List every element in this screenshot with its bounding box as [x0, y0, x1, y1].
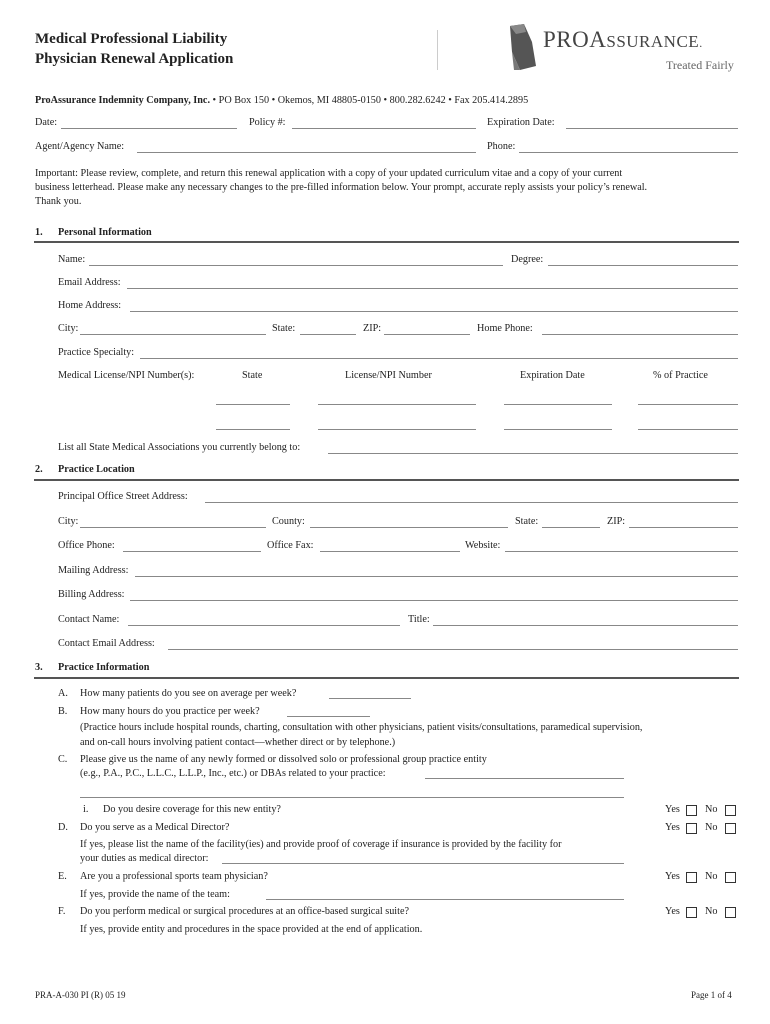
- license-col-percent: % of Practice: [653, 370, 708, 381]
- practice-zip-label: ZIP:: [607, 516, 626, 527]
- item-b-text: How many hours do you practice per week?: [80, 706, 260, 717]
- license-state-field-2[interactable]: [216, 429, 290, 430]
- mailing-field[interactable]: [135, 576, 738, 577]
- home-phone-field[interactable]: [542, 334, 738, 335]
- tagline: Treated Fairly: [666, 58, 734, 72]
- office-fax-field[interactable]: [320, 551, 460, 552]
- license-expiration-field-1[interactable]: [504, 404, 612, 405]
- section2-number: 2.: [35, 464, 43, 475]
- contact-title-label: Title:: [408, 614, 430, 625]
- item-c-letter: C.: [58, 754, 68, 765]
- office-fax-label: Office Fax:: [267, 540, 314, 551]
- item-ci-text: Do you desire coverage for this new entity?: [103, 804, 281, 815]
- e-yes-label: Yes: [665, 871, 680, 882]
- e-no-checkbox[interactable]: [725, 872, 736, 883]
- city-field[interactable]: [80, 334, 266, 335]
- phone-label: Phone:: [487, 141, 516, 152]
- zip-field[interactable]: [384, 334, 470, 335]
- section3-title: Practice Information: [58, 662, 150, 673]
- policy-label: Policy #:: [249, 117, 286, 128]
- patients-per-week-field[interactable]: [329, 698, 411, 699]
- company-info: [35, 95, 528, 106]
- state-field[interactable]: [300, 334, 356, 335]
- team-name-field[interactable]: [266, 899, 624, 900]
- item-f-text: Do you perform medical or surgical procedures at an office-based surgical suite?: [80, 906, 409, 917]
- d-yes-label: Yes: [665, 822, 680, 833]
- item-f-letter: F.: [58, 906, 66, 917]
- section3-number: 3.: [35, 662, 43, 673]
- license-expiration-field-2[interactable]: [504, 429, 612, 430]
- page-number: Page 1 of 4: [691, 990, 732, 1000]
- item-e-text: Are you a professional sports team physician?: [80, 871, 268, 882]
- practice-zip-field[interactable]: [629, 527, 738, 528]
- policy-field[interactable]: [292, 128, 476, 129]
- associations-field[interactable]: [328, 453, 738, 454]
- home-address-field[interactable]: [130, 311, 738, 312]
- important-line1: Important: Please review, complete, and return this renewal application with a copy of your updated curriculum vitae and a copy of your current: [35, 168, 623, 179]
- item-c-text2: (e.g., P.A., P.C., L.L.C., L.L.P., Inc., etc.) or DBAs related to your practice:: [80, 768, 386, 779]
- billing-label: Billing Address:: [58, 589, 125, 600]
- agent-label: Agent/Agency Name:: [35, 141, 125, 152]
- agent-field[interactable]: [137, 152, 476, 153]
- license-percent-field-1[interactable]: [638, 404, 738, 405]
- office-phone-field[interactable]: [123, 551, 261, 552]
- name-label: Name:: [58, 254, 86, 265]
- website-field[interactable]: [505, 551, 738, 552]
- billing-field[interactable]: [130, 600, 738, 601]
- street-field[interactable]: [205, 502, 738, 503]
- f-no-label: No: [705, 906, 718, 917]
- license-state-field-1[interactable]: [216, 404, 290, 405]
- mailing-label: Mailing Address:: [58, 565, 129, 576]
- section2-rule: [34, 479, 739, 481]
- email-label: Email Address:: [58, 277, 121, 288]
- contact-email-label: Contact Email Address:: [58, 638, 155, 649]
- state-label: State:: [272, 323, 296, 334]
- item-a-text: How many patients do you see on average per week?: [80, 688, 297, 699]
- d-yes-checkbox[interactable]: [686, 823, 697, 834]
- office-phone-label: Office Phone:: [58, 540, 115, 551]
- practice-state-field[interactable]: [542, 527, 600, 528]
- zip-label: ZIP:: [363, 323, 382, 334]
- contact-name-label: Contact Name:: [58, 614, 120, 625]
- practice-state-label: State:: [515, 516, 539, 527]
- expiration-date-field[interactable]: [566, 128, 738, 129]
- hours-per-week-field[interactable]: [287, 716, 370, 717]
- f-yes-checkbox[interactable]: [686, 907, 697, 918]
- d-no-checkbox[interactable]: [725, 823, 736, 834]
- home-address-label: Home Address:: [58, 300, 122, 311]
- form-title-line2: Physician Renewal Application: [35, 51, 234, 67]
- important-line2: business letterhead. Please make any necessary changes to the pre-filled information below. Your prompt, accurate reply assists your policy’s renewal.: [35, 182, 648, 193]
- practice-city-label: City:: [58, 516, 79, 527]
- license-col-state: State: [242, 370, 263, 381]
- form-id: PRA-A-030 PI (R) 05 19: [35, 990, 126, 1000]
- license-number-field-2[interactable]: [318, 429, 476, 430]
- degree-label: Degree:: [511, 254, 544, 265]
- important-line3: Thank you.: [35, 196, 82, 207]
- ci-no-label: No: [705, 804, 718, 815]
- f-no-checkbox[interactable]: [725, 907, 736, 918]
- medical-director-field[interactable]: [222, 863, 624, 864]
- street-label: Principal Office Street Address:: [58, 491, 188, 502]
- specialty-field[interactable]: [140, 358, 738, 359]
- e-yes-checkbox[interactable]: [686, 872, 697, 883]
- ci-yes-label: Yes: [665, 804, 680, 815]
- degree-field[interactable]: [548, 265, 738, 266]
- phone-field[interactable]: [519, 152, 738, 153]
- item-e-note: If yes, provide the name of the team:: [80, 889, 230, 900]
- company-name: ProAssurance Indemnity Company, Inc.: [35, 95, 210, 106]
- d-no-label: No: [705, 822, 718, 833]
- item-c-text1: Please give us the name of any newly formed or dissolved solo or professional group practice entity: [80, 754, 487, 765]
- new-entity-field-2[interactable]: [80, 797, 624, 798]
- item-b-note1: (Practice hours include hospital rounds, charting, consultation with other physicians, patient visits/consultations, paramedical supervision,: [80, 722, 643, 733]
- expiration-date-label: Expiration Date:: [487, 117, 555, 128]
- county-field[interactable]: [310, 527, 508, 528]
- item-ci-letter: i.: [83, 804, 89, 815]
- date-field[interactable]: [61, 128, 237, 129]
- section1-number: 1.: [35, 227, 43, 238]
- home-phone-label: Home Phone:: [477, 323, 533, 334]
- header-divider: [437, 30, 438, 70]
- county-label: County:: [272, 516, 305, 527]
- item-b-letter: B.: [58, 706, 68, 717]
- website-label: Website:: [465, 540, 501, 551]
- contact-email-field[interactable]: [168, 649, 738, 650]
- name-field[interactable]: [89, 265, 503, 266]
- license-percent-field-2[interactable]: [638, 429, 738, 430]
- section2-title: Practice Location: [58, 464, 135, 475]
- company-address: • PO Box 150 • Okemos, MI 48805-0150 • 800.282.6242 • Fax 205.414.2895: [210, 95, 529, 106]
- associations-label: List all State Medical Associations you currently belong to:: [58, 442, 301, 453]
- contact-title-field[interactable]: [433, 625, 738, 626]
- ci-yes-checkbox[interactable]: [686, 805, 697, 816]
- license-label: Medical License/NPI Number(s):: [58, 370, 195, 381]
- contact-name-field[interactable]: [128, 625, 400, 626]
- section1-title: Personal Information: [58, 227, 152, 238]
- section3-rule: [34, 677, 739, 679]
- item-d-note2: your duties as medical director:: [80, 853, 209, 864]
- item-d-note1: If yes, please list the name of the facility(ies) and provide proof of coverage if insurance is provided by the facility for: [80, 839, 562, 850]
- item-e-letter: E.: [58, 871, 67, 882]
- f-yes-label: Yes: [665, 906, 680, 917]
- item-a-letter: A.: [58, 688, 68, 699]
- company-logo-text: PROASSURANCE.: [543, 27, 703, 52]
- specialty-label: Practice Specialty:: [58, 347, 135, 358]
- date-label: Date:: [35, 117, 58, 128]
- item-d-letter: D.: [58, 822, 68, 833]
- license-number-field-1[interactable]: [318, 404, 476, 405]
- item-f-note: If yes, provide entity and procedures in the space provided at the end of application.: [80, 924, 423, 935]
- item-d-text: Do you serve as a Medical Director?: [80, 822, 230, 833]
- license-col-expiration: Expiration Date: [520, 370, 585, 381]
- section1-rule: [34, 241, 739, 243]
- license-col-number: License/NPI Number: [345, 370, 432, 381]
- item-b-note2: and on-call hours involving patient contact—whether direct or by telephone.): [80, 737, 396, 748]
- e-no-label: No: [705, 871, 718, 882]
- new-entity-field-1[interactable]: [425, 778, 624, 779]
- proassurance-logo-icon: [500, 22, 540, 72]
- form-title-line1: Medical Professional Liability: [35, 31, 228, 47]
- practice-city-field[interactable]: [80, 527, 266, 528]
- ci-no-checkbox[interactable]: [725, 805, 736, 816]
- email-field[interactable]: [127, 288, 738, 289]
- city-label: City:: [58, 323, 79, 334]
